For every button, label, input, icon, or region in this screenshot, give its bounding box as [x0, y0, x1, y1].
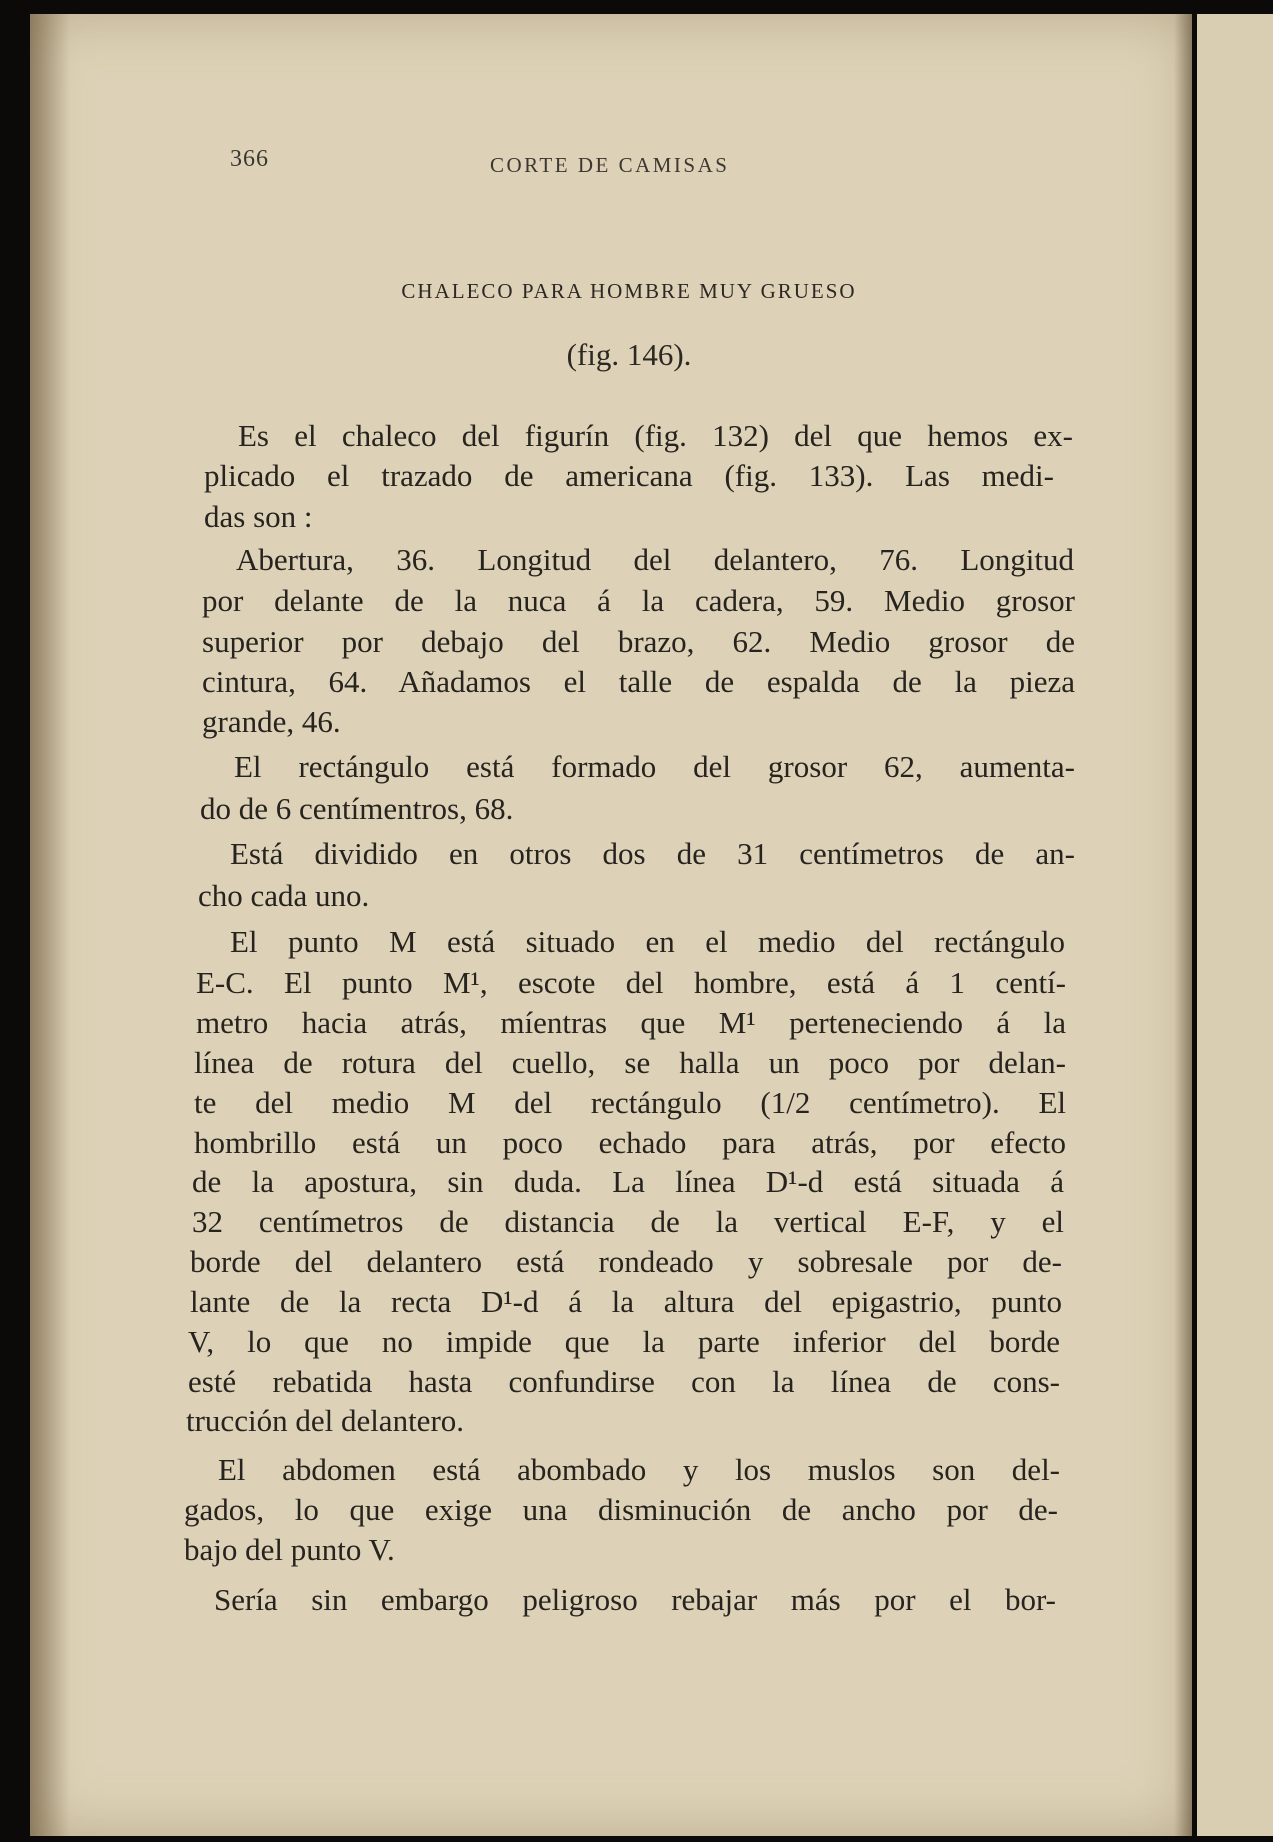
text-line: metro hacia atrás, míentras que M¹ perteneciendo á la: [196, 1005, 1066, 1040]
figure-reference: (fig. 146).: [566, 337, 692, 372]
text-line: do de 6 centímentros, 68.: [200, 791, 514, 826]
text-line: superior por debajo del brazo, 62. Medio grosor de: [202, 624, 1075, 659]
text-line: cho cada uno.: [198, 878, 370, 913]
text-line: trucción del delantero.: [186, 1403, 465, 1438]
text-line: El abdomen está abombado y los muslos son del-: [218, 1452, 1060, 1487]
text-line: Está dividido en otros dos de 31 centímetros de an-: [230, 836, 1075, 871]
text-line: E-C. El punto M¹, escote del hombre, está á 1 centí-: [196, 965, 1066, 1000]
text-line: bajo del punto V.: [184, 1532, 395, 1567]
text-line: de la apostura, sin duda. La línea D¹-d está situada á: [192, 1164, 1064, 1199]
text-line: gados, lo que exige una disminución de ancho por de-: [184, 1492, 1058, 1527]
text-line: V, lo que no impide que la parte inferior del borde: [188, 1324, 1060, 1359]
text-line: cintura, 64. Añadamos el talle de espalda de la pieza: [202, 664, 1075, 699]
text-line: El punto M está situado en el medio del rectángulo: [230, 924, 1065, 959]
text-line: esté rebatida hasta confundirse con la línea de cons-: [188, 1364, 1060, 1399]
text-line: borde del delantero está rondeado y sobresale por de-: [190, 1244, 1062, 1279]
section-title: CHALECO PARA HOMBRE MUY GRUESO: [401, 279, 857, 303]
text-line: hombrillo está un poco echado para atrás, por efecto: [194, 1125, 1066, 1160]
text-line: te del medio M del rectángulo (1/2 centímetro). El: [194, 1085, 1066, 1120]
page-number: 366: [230, 146, 269, 172]
running-title: CORTE DE CAMISAS: [490, 153, 730, 177]
text-line: 32 centímetros de distancia de la vertical E-F, y el: [192, 1204, 1064, 1239]
book-page: [30, 14, 1192, 1836]
text-line: plicado el trazado de americana (fig. 133). Las medi-: [204, 458, 1054, 493]
text-line: por delante de la nuca á la cadera, 59. Medio grosor: [202, 583, 1075, 618]
text-line: El rectángulo está formado del grosor 62, aumenta-: [234, 749, 1075, 784]
text-line: Sería sin embargo peligroso rebajar más por el bor-: [214, 1582, 1056, 1617]
text-line: das son :: [204, 499, 313, 534]
text-line: lante de la recta D¹-d á la altura del epigastrio, punto: [190, 1284, 1062, 1319]
text-line: Abertura, 36. Longitud del delantero, 76. Longitud: [236, 542, 1074, 577]
text-line: Es el chaleco del figurín (fig. 132) del que hemos ex-: [238, 418, 1073, 453]
facing-page-edge: [1197, 14, 1273, 1836]
text-line: grande, 46.: [202, 704, 341, 739]
text-line: línea de rotura del cuello, se halla un poco por delan-: [194, 1045, 1066, 1080]
